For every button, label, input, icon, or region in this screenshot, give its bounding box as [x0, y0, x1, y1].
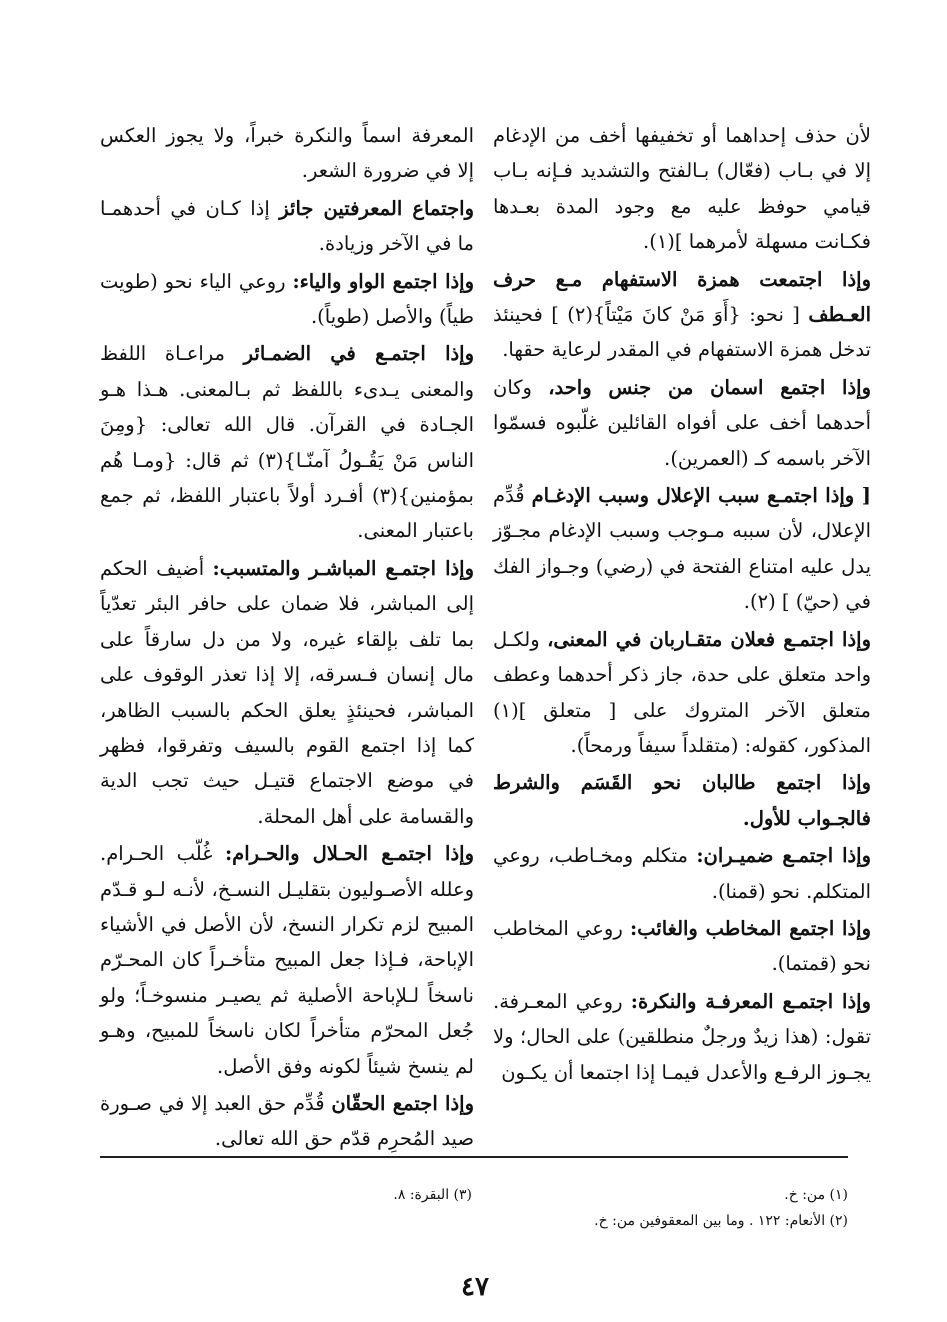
paragraph-lead: [ وإذا اجتمـع سبب الإعلال وسبب الإدغـام — [531, 484, 871, 508]
paragraph — [493, 262, 871, 368]
paragraph-lead: وإذا اجتمـع المعرفـة والنكرة: — [630, 989, 871, 1013]
footnote-2: (٢) الأنعام: ١٢٢ . وما بين المعقوفين من: خ. — [594, 1213, 848, 1229]
paragraph-lead: وإذا اجتمـع في الضمـائر — [243, 342, 475, 366]
paragraph-body: [ نحو: {أَوَ مَنْ كانَ مَيْتاً}(٢) ] فحينئذ تدخل همزة الاستفهام في المقدر لرعاية حقها. — [493, 303, 871, 362]
paragraph — [100, 118, 474, 189]
paragraph-body: متكلم ومخـاطب، روعي المتكلم. نحو (قمنا). — [493, 844, 871, 903]
paragraph-lead: وإذا اجتمع طالبان نحو القَسَم والشرط فالجـواب للأول. — [493, 771, 871, 830]
paragraph-body: غُلّب الحـرام. وعلله الأصـوليون بتقليـل النسـخ، لأنـه لـو قـدّم المبيح لزم تكرار النسخ، لأن الأصل في الأشياء الإباحة، فـإذا جعل المبيح متأخـراً كان المحـرّم ناسخاً لـلإباحة الأصلية ثم يصيـر منسوخـاً؛ ولو جُعل المحرّم متأخراً لكان ناسخاً للمبيح، وهـو لم ينسخ شيئاً لكونه وفق الأصل. — [100, 842, 474, 1078]
footnote-3: (٣) البقرة: ٨. — [393, 1187, 472, 1203]
paragraph — [100, 191, 474, 262]
paragraph — [100, 551, 474, 834]
footnote-1: (١) من: خ. — [784, 1187, 848, 1203]
paragraph-lead: وإذا اجتمعت همزة الاستفهام مـع حرف العـطف — [493, 267, 871, 327]
paragraph — [100, 264, 474, 335]
paragraph — [493, 911, 871, 982]
paragraph — [100, 836, 474, 1084]
paragraph-body: قُدِّم الإعلال، لأن سببه مـوجب وسبب الإدغام مجـوّز يدل عليه امتناع الفتحة في (رضي) وجـواز الفك في (حيّ) ] (٢). — [493, 484, 871, 614]
paragraph-lead: وإذا اجتمع المخاطب والغائب: — [629, 916, 871, 940]
paragraph-body: المعرفة اسماً والنكرة خبراً، ولا يجوز العكس إلا في ضرورة الشعر. — [100, 124, 474, 183]
paragraph-lead: واجتماع المعرفتين جائز — [279, 196, 474, 220]
paragraph-lead: وإذا اجتمـع المباشـر والمتسبب: — [212, 556, 474, 580]
paragraph-lead: وإذا اجتمـع فعلان متقـاربان في المعنى، — [547, 627, 871, 651]
page-number: ٤٧ — [461, 1272, 489, 1302]
paragraph-body: قُدِّم حق العبد إلا في صـورة صيد المُحرِم قدّم حق الله تعالى. — [100, 1091, 474, 1151]
paragraph — [493, 478, 871, 620]
paragraph — [493, 838, 871, 909]
paragraph — [493, 765, 871, 836]
paragraph — [493, 984, 871, 1090]
paragraph-body: ولكـل واحد متعلق على حدة، جاز ذكر أحدهما وعطف متعلق الآخر المتروك على [ متعلق ](١) المذكور، كقوله: (متقلداً سيفاً ورمحاً). — [493, 627, 871, 757]
footnote-divider — [100, 1156, 848, 1158]
paragraph — [493, 118, 871, 260]
paragraph — [493, 622, 871, 764]
paragraph-body: روعي المخاطب نحو (قمتما). — [493, 916, 871, 976]
paragraph-lead: وإذا اجتمع الحقّان — [331, 1091, 474, 1115]
paragraph-lead: وإذا اجتمع اسمان من جنس واحد، — [548, 375, 871, 399]
paragraph — [100, 1086, 474, 1157]
footnotes-right — [470, 1182, 848, 1234]
paragraph — [100, 336, 474, 548]
paragraph-body: أضيف الحكم إلى المباشر، فلا ضمان على حافر البئر تعدّياً بما تلف بإلقاء غيره، ولا من دل سارقاً على مال إنسان فـسرقه، إلا إذا تعذر الوقوف على المباشر، فحينئذٍ يعلق الحكم بالسبب الظاهر، كما إذا اجتمع القوم بالسيف وتفرقوا، فظهر في موضع الاجتماع قتيـل حيث تجب الدية والقسامة على أهل المحلة. — [100, 556, 474, 828]
paragraph — [493, 370, 871, 476]
paragraph-body: مراعـاة اللفظ والمعنى يـدىء باللفظ ثم بـالمعنى. هـذا هـو الجـادة في القرآن. قال الله تعالى: {ومِنَ الناس مَنْ يَقُـولُ آمنّـا}(٣) ثم قال: {ومـا هُم بمؤمنين}(٣) أفـرد أولاً باعتبار اللفظ، ثم جمع باعتبار المعنى. — [100, 342, 474, 543]
right-text-column — [493, 118, 871, 1092]
paragraph-body: وكان أحدهما أخف على أفواه القائلين غلّبوه فسمّوا الآخر باسمه كـ (العمرين). — [493, 375, 871, 470]
paragraph-body: لأن حذف إحداهما أو تخفيفها أخف من الإدغام إلا في بـاب (فعّال) بـالفتح والتشديد فـإنه بـاب قيامي حوفظ عليه مع وجود المدة بعـدها فكـانت مسهلة لأمرهما ](١). — [493, 124, 871, 254]
paragraph-lead: وإذا اجتمع الواو والياء: — [292, 269, 474, 293]
footnotes-left — [300, 1182, 472, 1208]
paragraph-lead: وإذا اجتمـع ضميـران: — [696, 844, 872, 868]
paragraph-body: إذا كـان في أحدهمـا ما في الآخر وزيادة. — [100, 196, 474, 256]
left-text-column — [100, 118, 474, 1159]
paragraph-body: روعي المعـرفة. تقول: (هذا زيدٌ ورجلٌ منطلقين) على الحال؛ ولا يجـوز الرفـع والأعدل فيمـا إذا اجتمعا أن يكـون — [493, 989, 871, 1084]
paragraph-lead: وإذا اجتمـع الحـلال والحـرام: — [224, 842, 474, 866]
paragraph-body: روعي الياء نحو (طويت طياً) والأصل (طوياً). — [100, 269, 474, 329]
